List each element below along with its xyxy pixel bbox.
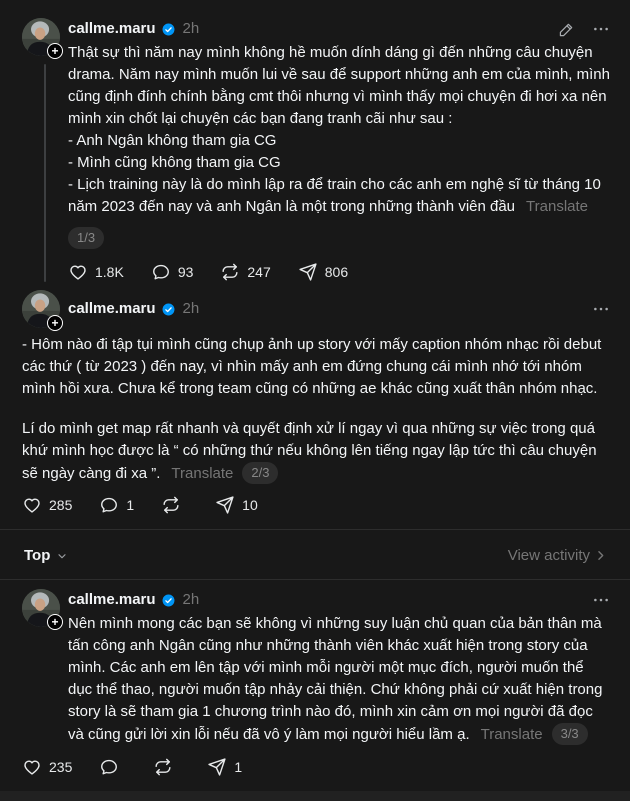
comment-button[interactable] xyxy=(99,757,126,777)
avatar[interactable] xyxy=(22,18,60,56)
repost-button[interactable] xyxy=(153,757,180,777)
comment-count: 93 xyxy=(177,264,194,280)
heart-icon xyxy=(22,495,42,515)
thread-post-1 xyxy=(0,0,630,290)
post-2-engagement-bar xyxy=(22,495,610,529)
post-1-body xyxy=(68,42,610,218)
post-1-engagement-bar xyxy=(68,262,610,282)
thread-connector-line xyxy=(44,64,46,282)
more-options-icon[interactable] xyxy=(592,591,610,609)
avatar[interactable] xyxy=(22,290,60,328)
verified-badge-icon xyxy=(162,594,175,607)
post-3-gutter xyxy=(22,589,68,746)
post-1-intro: Thật sự thì năm nay mình không hề muốn dính dáng gì đến những câu chuyện drama. Năm nay mình muốn lui về sau để support những anh em của mình, mình cũng định đính chính bằng cmt thôi nhưng vì mình thấy mọi chuyện đi hơi xa nên mình xin chốt lại chuyện các bạn đang tranh cãi như sau : xyxy=(68,44,610,127)
repost-button[interactable] xyxy=(161,495,188,515)
comment-button[interactable] xyxy=(151,262,194,282)
comment-icon xyxy=(151,262,171,282)
like-count: 235 xyxy=(49,759,73,775)
like-button[interactable] xyxy=(22,495,72,515)
more-options-icon[interactable] xyxy=(592,20,610,38)
post-1-header xyxy=(68,18,610,40)
thread-post-2 xyxy=(0,290,630,529)
more-options-icon[interactable] xyxy=(592,300,610,318)
heart-icon xyxy=(22,757,42,777)
post-3-body xyxy=(68,613,610,746)
share-button[interactable] xyxy=(298,262,348,282)
post-3-engagement-wrap xyxy=(0,757,630,777)
post-1-gutter xyxy=(22,18,68,282)
sort-label: Top xyxy=(24,547,51,564)
timestamp: 2h xyxy=(182,591,200,608)
translate-link[interactable]: Translate xyxy=(526,198,589,215)
heart-icon xyxy=(68,262,88,282)
page-indicator-badge: 1/3 xyxy=(68,227,104,249)
share-button[interactable] xyxy=(207,757,242,777)
post-1-bullet: - Anh Ngân không tham gia CG xyxy=(68,132,277,149)
comment-count: 1 xyxy=(126,497,135,513)
share-count: 1 xyxy=(234,759,243,775)
share-icon xyxy=(298,262,318,282)
post-2-body xyxy=(22,334,610,485)
repost-icon xyxy=(153,757,173,777)
post-2-paragraph-with-translate xyxy=(22,418,610,485)
edit-pencil-icon[interactable] xyxy=(558,21,575,38)
comment-icon xyxy=(99,757,119,777)
like-button[interactable] xyxy=(68,262,124,282)
chevron-down-icon xyxy=(56,550,68,562)
verified-badge-icon xyxy=(162,303,175,316)
post-3-header xyxy=(68,589,610,611)
timestamp: 2h xyxy=(182,20,200,37)
post-1-bullet: - Lịch training này là do mình lập ra để train cho các anh em nghệ sĩ từ tháng 10 năm 2023 đến nay và anh Ngân là một trong những thành viên đầu xyxy=(68,176,601,215)
post-1-content xyxy=(68,18,610,282)
like-button[interactable] xyxy=(22,757,72,777)
view-activity-label: View activity xyxy=(507,547,590,564)
post-1-bullet: - Mình cũng không tham gia CG xyxy=(68,154,281,171)
follow-plus-icon[interactable]: + xyxy=(47,614,63,630)
repost-button[interactable] xyxy=(220,262,270,282)
reply-bar-edge xyxy=(0,791,630,801)
username[interactable]: callme.maru xyxy=(68,20,156,37)
follow-plus-icon[interactable]: + xyxy=(47,315,63,331)
repost-icon xyxy=(220,262,240,282)
post-3-engagement-bar xyxy=(22,757,610,777)
share-count: 10 xyxy=(242,497,258,513)
share-count: 806 xyxy=(324,264,349,280)
username[interactable]: callme.maru xyxy=(68,300,156,317)
like-count: 1.8K xyxy=(95,264,124,280)
repost-count: 247 xyxy=(247,264,271,280)
repost-icon xyxy=(161,495,181,515)
page-indicator-badge: 2/3 xyxy=(242,462,278,484)
share-icon xyxy=(215,495,235,515)
verified-badge-icon xyxy=(162,23,175,36)
chevron-right-icon xyxy=(593,548,608,563)
post-1-bullet-with-translate xyxy=(68,174,610,218)
username[interactable]: callme.maru xyxy=(68,591,156,608)
timestamp: 2h xyxy=(182,300,200,317)
share-button[interactable] xyxy=(215,495,258,515)
post-2-header xyxy=(22,290,610,328)
thread-post-3 xyxy=(0,580,630,746)
avatar[interactable] xyxy=(22,589,60,627)
page-indicator-badge: 3/3 xyxy=(552,723,588,745)
share-icon xyxy=(207,757,227,777)
post-3-content xyxy=(68,589,610,746)
post-2-paragraph: - Hôm nào đi tập tụi mình cũng chụp ảnh up story với mấy caption nhóm nhạc rồi debut các thứ ( từ 2023 ) đến nay, vì nhìn mấy anh em đứng chung cái mình nhớ tới nhóm mình hồi xưa. Chưa kể trong team cũng có những ae khác cũng xuất thân nhóm nhạc. xyxy=(22,336,602,397)
follow-plus-icon[interactable]: + xyxy=(47,43,63,59)
replies-sort-bar xyxy=(0,530,630,579)
view-activity-link[interactable] xyxy=(508,547,608,564)
sort-selector[interactable] xyxy=(24,547,68,564)
like-count: 285 xyxy=(49,497,73,513)
comment-icon xyxy=(99,495,119,515)
post-3-paragraph: Nên mình mong các bạn sẽ không vì những suy luận chủ quan của bản thân mà tấn công anh Ngân cũng như những thành viên khác xuất hiện trong story của mình. Các anh em lên tập với mình mỗi người một mục đích, người muốn thể dục thể thao, người muốn tập nhảy cải thiện. Chứ không phải cứ xuất hiện trong story là sẽ tham gia 1 chương trình nào đó, mình xin cảm ơn mọi người đã đọc và cũng gửi lời xin lỗi nếu đã vô ý làm mọi người hiểu lầm ạ. xyxy=(68,615,603,743)
comment-button[interactable] xyxy=(99,495,134,515)
page-indicator-row xyxy=(68,227,610,250)
translate-link[interactable]: Translate xyxy=(171,465,234,482)
post-2-paragraph: Lí do mình get map rất nhanh và quyết định xử lí ngay vì qua những sự việc trong quá khứ mình học được là “ có những thứ nếu không lên tiếng ngay lập tức thì câu chuyện sẽ ngày càng đi xa ”. xyxy=(22,420,597,482)
translate-link[interactable]: Translate xyxy=(480,726,543,743)
